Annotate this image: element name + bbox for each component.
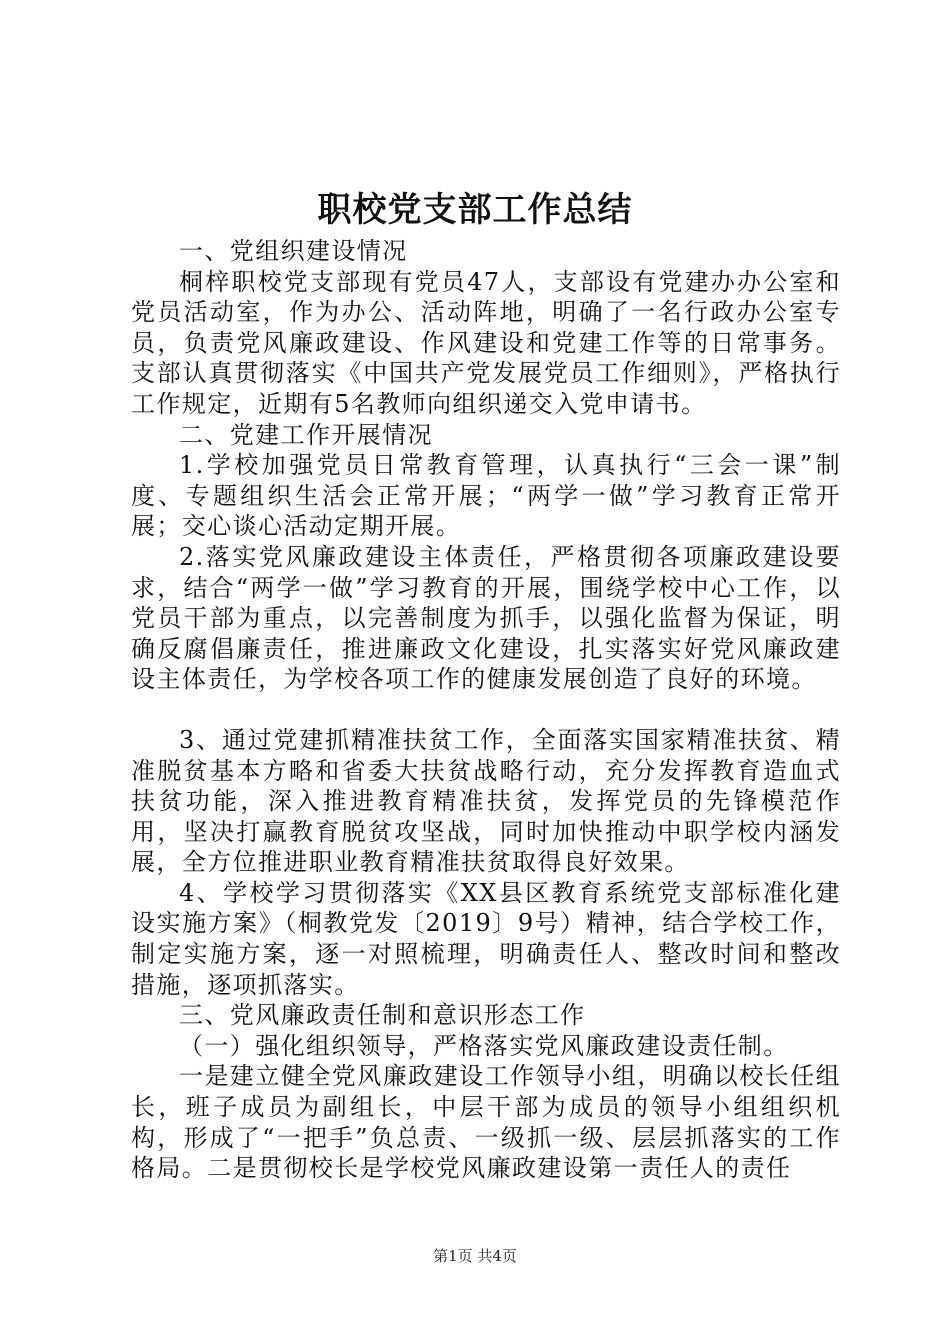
subsection-heading-1: （一）强化组织领导，严格落实党风廉政建设责任制。 — [179, 1031, 789, 1060]
document-title: 职校党支部工作总结 — [317, 190, 633, 230]
paragraph-leadership: 一是建立健全党风廉政建设工作领导小组，明确以校长任组长，班子成员为副组长，中层干部为成员的领导小组组织机构，形成了“一把手”负总责、一级抓一级、层层抓落实的工作格局。二是贯彻校长是学校党风廉政建设第一责任人的责任 — [131, 1062, 841, 1183]
section-heading-3: 三、党风廉政责任制和意识形态工作 — [179, 1001, 586, 1030]
page-number: 第1页 共4页 — [433, 1247, 517, 1265]
paragraph-party-organization: 桐梓职校党支部现有党员47人，支部设有党建办办公室和党员活动室，作为办公、活动阵地，明确了一名行政办公室专员，负责党风廉政建设、作风建设和党建工作等的日常事务。支部认真贯彻落实《中国共产党发展党员工作细则》，严格执行工作规定，近期有5名教师向组织递交入党申请书。 — [131, 267, 841, 418]
section-heading-2: 二、党建工作开展情况 — [179, 420, 433, 449]
paragraph-item-3: 3、通过党建抓精准扶贫工作，全面落实国家精准扶贫、精准脱贫基本方略和省委大扶贫战略行动，充分发挥教育造血式扶贫功能，深入推进教育精准扶贫，发挥党员的先锋模范作用，坚决打赢教育脱贫攻坚战，同时加快推动中职学校内涵发展，全方位推进职业教育精准扶贫取得良好效果。 — [131, 725, 841, 877]
paragraph-item-2: 2.落实党风廉政建设主体责任，严格贯彻各项廉政建设要求，结合“两学一做”学习教育的开展，围绕学校中心工作，以党员干部为重点，以完善制度为抓手，以强化监督为保证，明确反腐倡廉责任，推进廉政文化建设，扎实落实好党风廉政建设主体责任，为学校各项工作的健康发展创造了良好的环境。 — [131, 542, 841, 694]
paragraph-item-4: 4、学校学习贯彻落实《XX县区教育系统党支部标准化建设实施方案》（桐教党发〔2019〕9号）精神，结合学校工作，制定实施方案，逐一对照梳理，明确责任人、整改时间和整改措施，逐项抓落实。 — [131, 878, 841, 999]
paragraph-item-1: 1.学校加强党员日常教育管理，认真执行“三会一课”制度、专题组织生活会正常开展；“两学一做”学习教育正常开展；交心谈心活动定期开展。 — [131, 451, 841, 541]
section-heading-1: 一、党组织建设情况 — [179, 237, 408, 265]
document-body — [131, 236, 841, 1184]
